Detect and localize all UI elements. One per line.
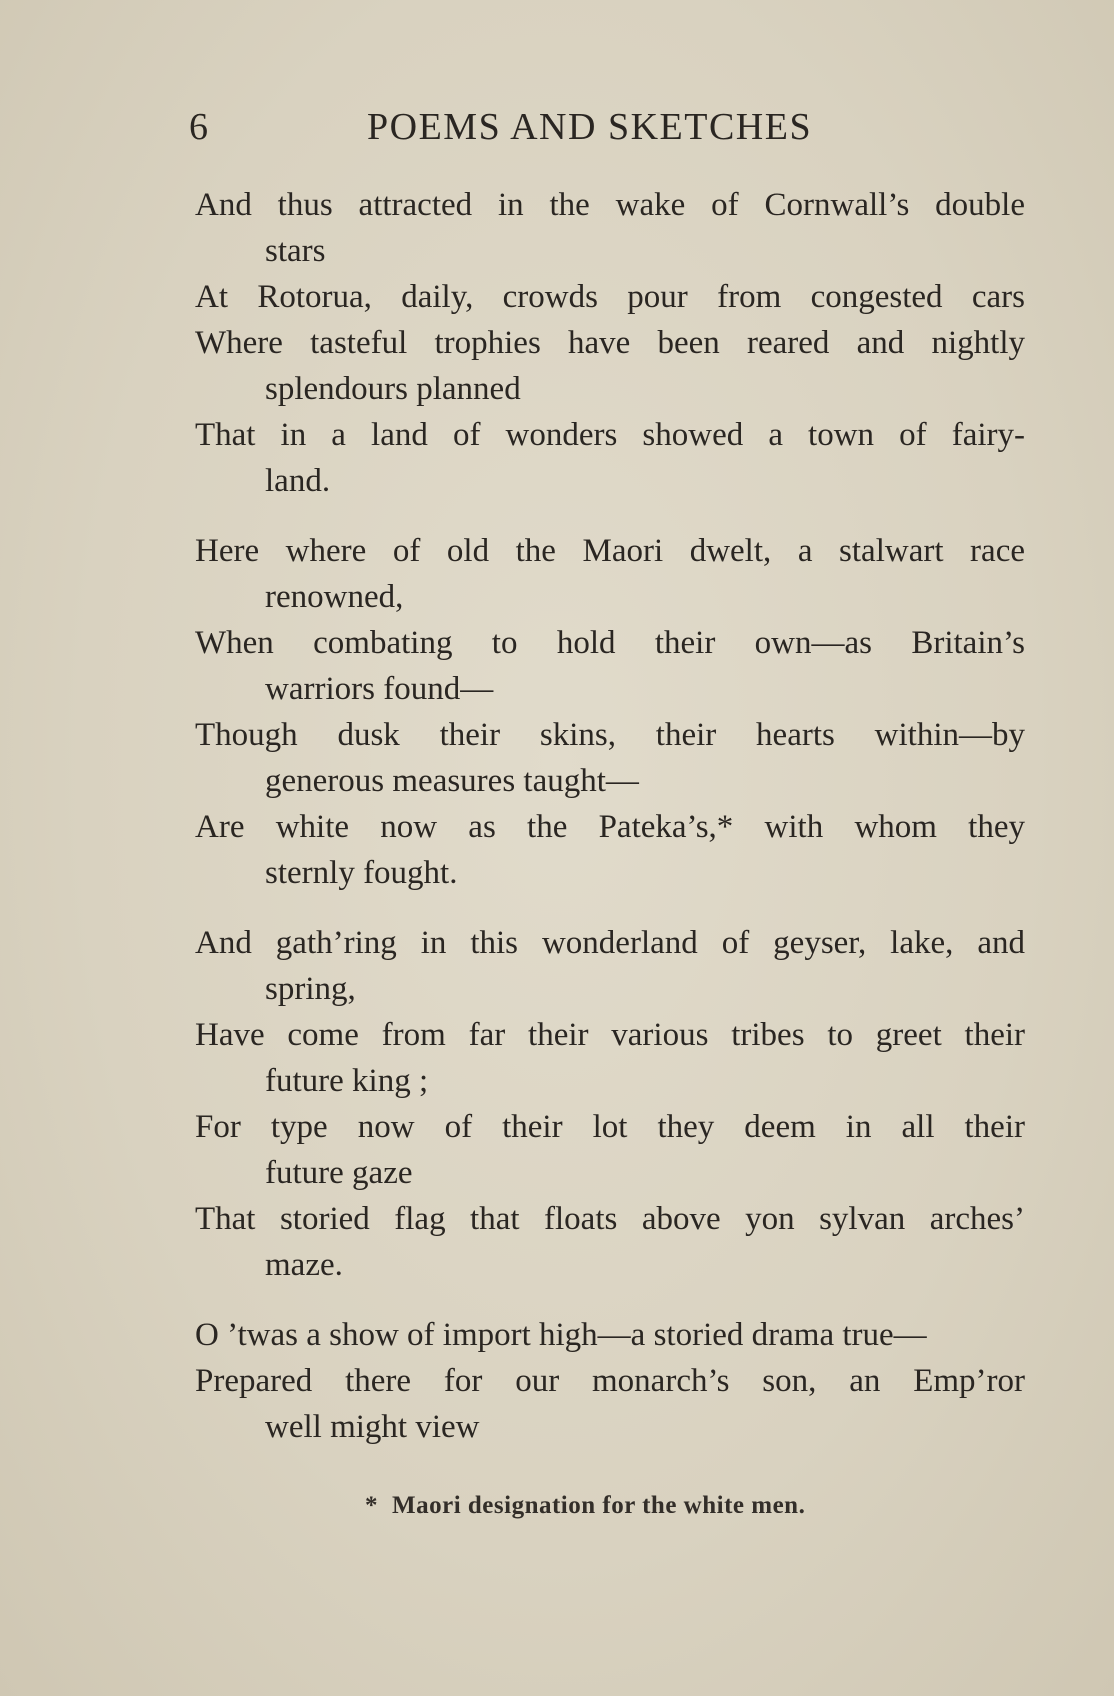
verse-line: Where tasteful trophies have been reared and nightly <box>195 325 1025 361</box>
footnote <box>365 1492 805 1520</box>
page-number: 6 <box>189 106 209 148</box>
verse-line: And thus attracted in the wake of Cornwall’s double <box>195 187 1025 223</box>
poem-body <box>195 182 1025 1474</box>
stanza-3 <box>195 920 1025 1288</box>
verse-continuation: spring, <box>265 971 356 1007</box>
verse-line: And gath’ring in this wonderland of geyser, lake, and <box>195 925 1025 961</box>
verse-line: O ’twas a show of import high—a storied drama true— <box>195 1317 927 1353</box>
verse-continuation: land. <box>265 463 331 499</box>
verse-continuation: stars <box>265 233 326 269</box>
stanza-1 <box>195 182 1025 504</box>
verse-continuation: splendours planned <box>265 371 521 407</box>
page-header <box>189 105 849 155</box>
verse-line: That in a land of wonders showed a town of fairy- <box>195 417 1025 453</box>
verse-line: Prepared there for our monarch’s son, an Emp’ror <box>195 1363 1025 1399</box>
verse-continuation: future gaze <box>265 1155 413 1191</box>
verse-line: That storied flag that floats above yon sylvan arches’ <box>195 1201 1025 1237</box>
verse-continuation: warriors found— <box>265 671 494 707</box>
verse-continuation: generous measures taught— <box>265 763 639 799</box>
verse-continuation: sternly fought. <box>265 855 458 891</box>
verse-line: At Rotorua, daily, crowds pour from congested cars <box>195 279 1025 315</box>
footnote-text: Maori designation for the white men. <box>392 1492 806 1519</box>
verse-line: Are white now as the Pateka’s,* with whom they <box>195 809 1025 845</box>
footnote-marker: * <box>365 1492 378 1519</box>
verse-continuation: renowned, <box>265 579 404 615</box>
stanza-4 <box>195 1312 1025 1450</box>
verse-continuation: well might view <box>265 1409 480 1445</box>
running-head: POEMS AND SKETCHES <box>367 106 813 148</box>
verse-line: For type now of their lot they deem in all their <box>195 1109 1025 1145</box>
verse-line: When combating to hold their own—as Britain’s <box>195 625 1025 661</box>
verse-continuation: maze. <box>265 1247 343 1283</box>
verse-line: Here where of old the Maori dwelt, a stalwart race <box>195 533 1025 569</box>
verse-line: Have come from far their various tribes to greet their <box>195 1017 1025 1053</box>
verse-line: Though dusk their skins, their hearts within—by <box>195 717 1025 753</box>
stanza-2 <box>195 528 1025 896</box>
verse-continuation: future king ; <box>265 1063 429 1099</box>
